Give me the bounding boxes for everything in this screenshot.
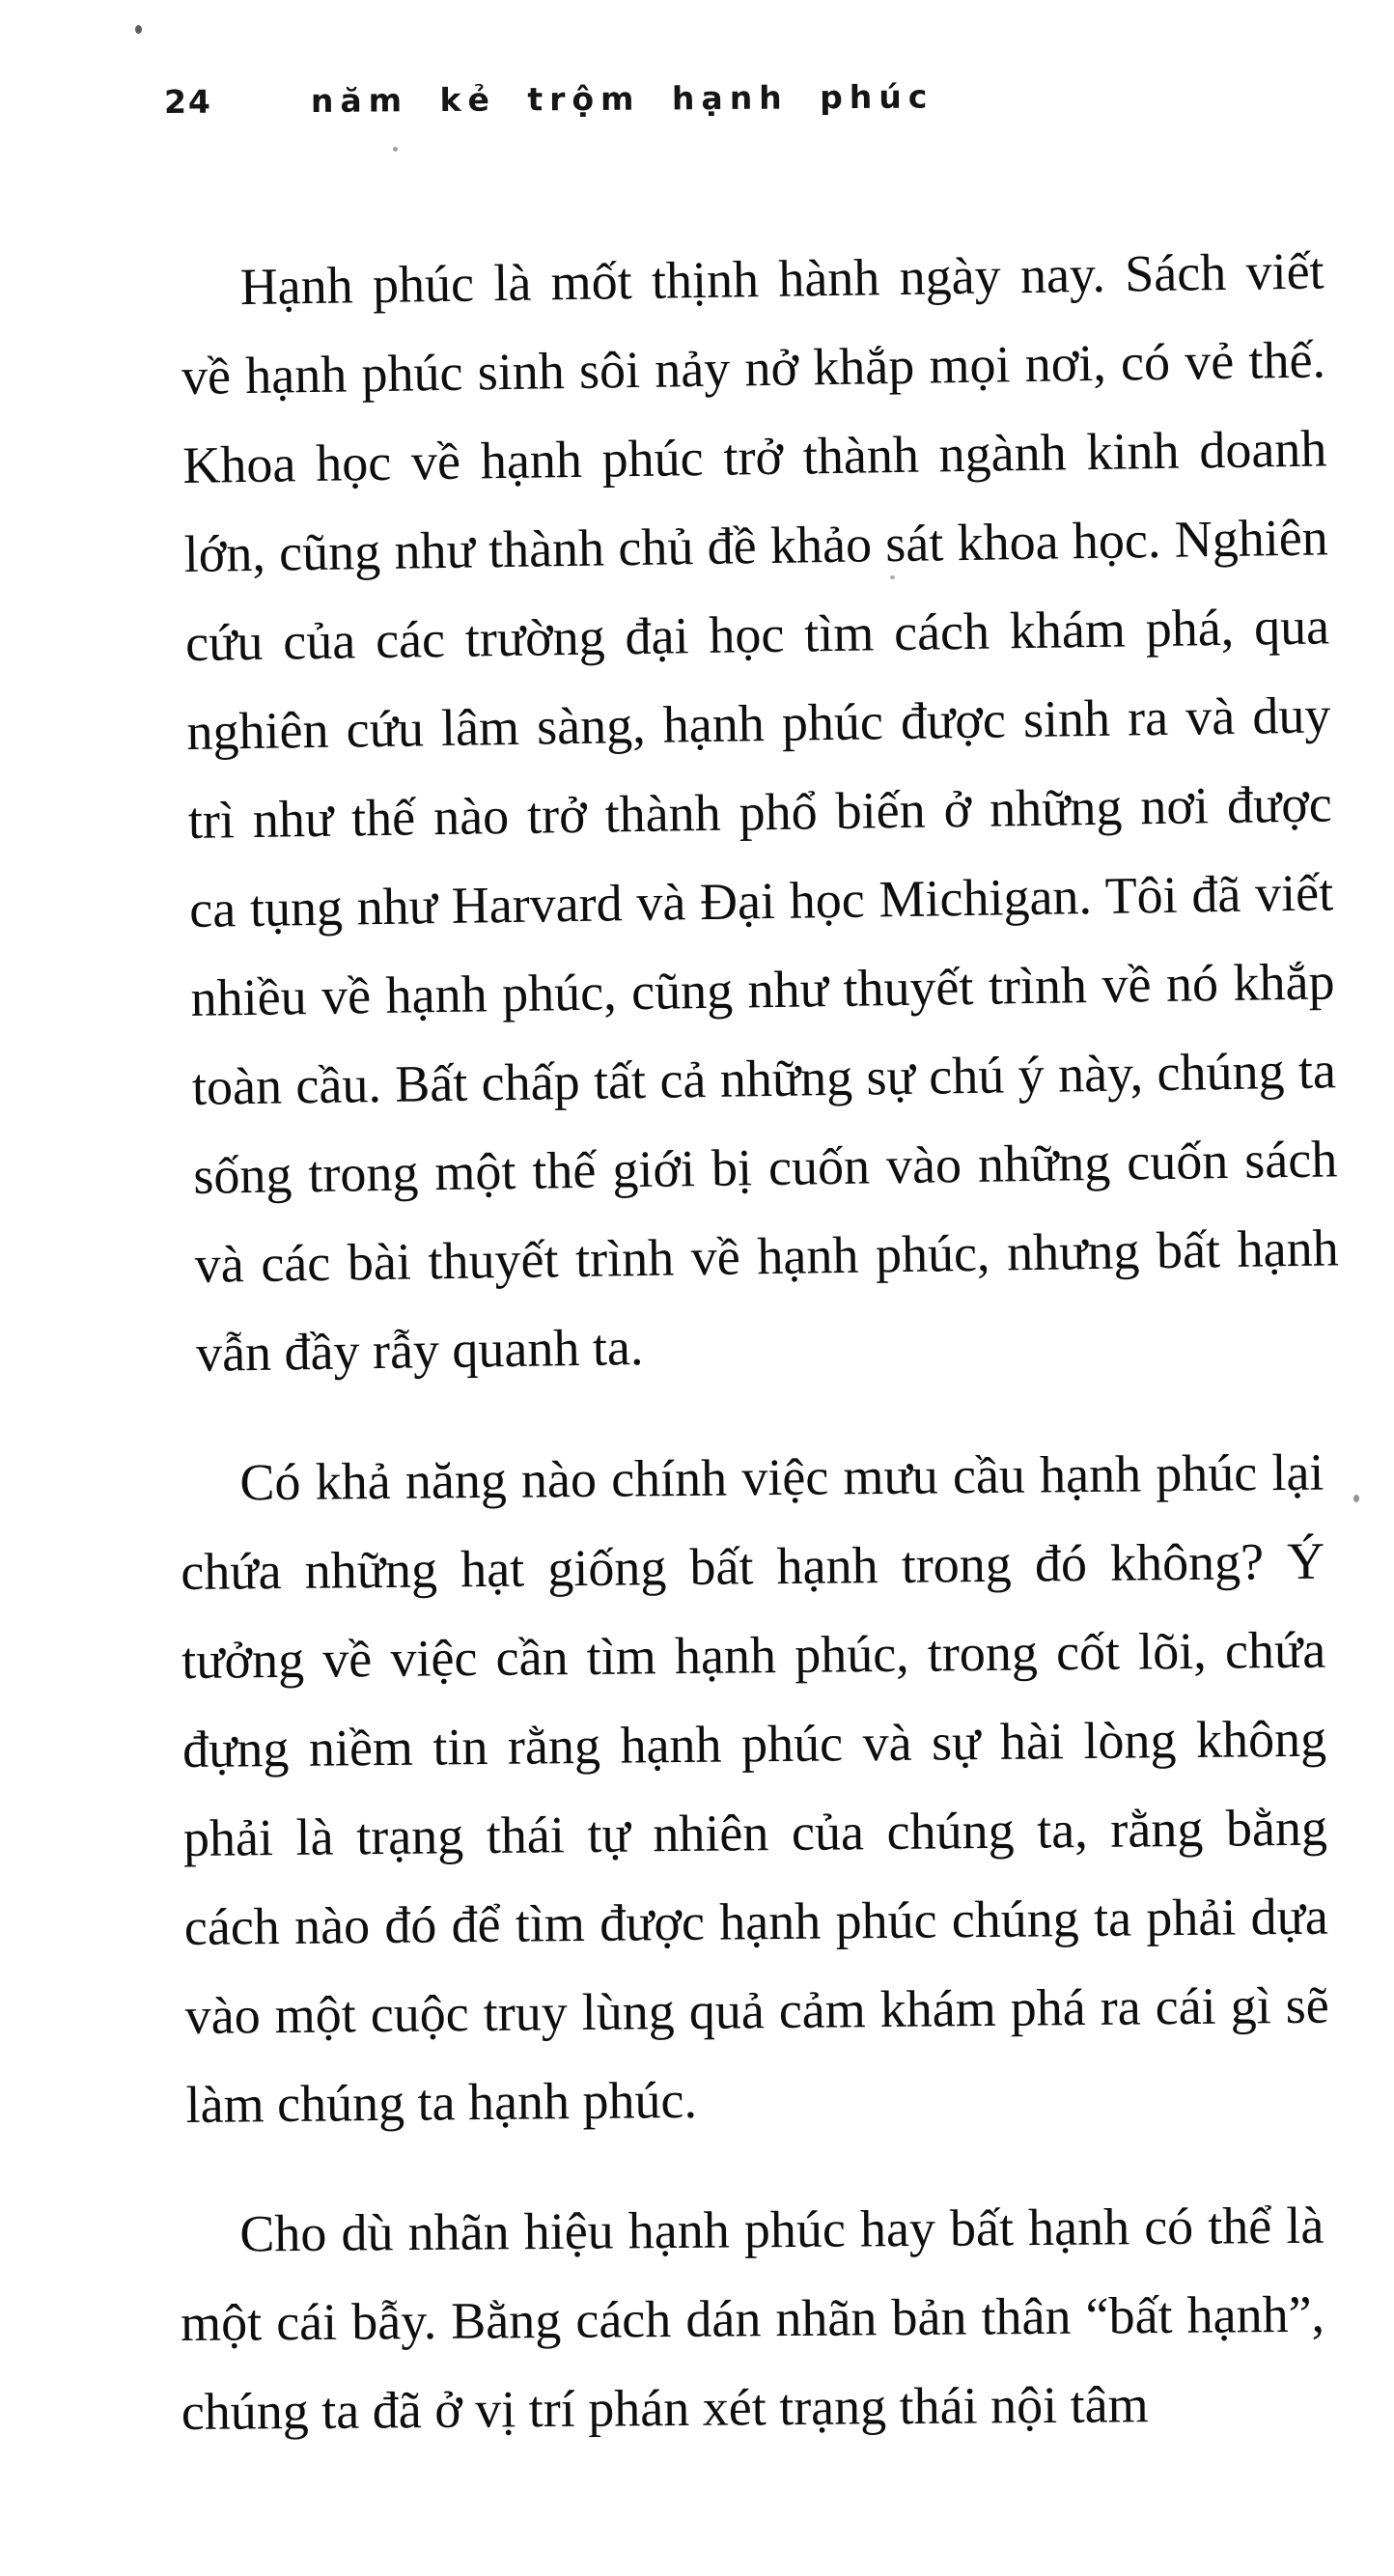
running-title: năm kẻ trộm hạnh phúc bbox=[310, 77, 934, 120]
page-body bbox=[180, 241, 1340, 2456]
page-header bbox=[164, 77, 934, 121]
paragraph-1: Hạnh phúc là mốt thịnh hành ngày nay. Sách viết về hạnh phúc sinh sôi nảy nở khắp mọi nơi, có vẻ thế. Khoa học về hạnh phúc trở thành ngành kinh doanh lớn, cũng như thành chủ đề khảo sát khoa học. Nghiên cứu của các trường đại học tìm cách khám phá, qua nghiên cứu lâm sàng, hạnh phúc được sinh ra và duy trì như thế nào trở thành phổ biến ở những nơi được ca tụng như Harvard và Đại học Michigan. Tôi đã viết nhiều về hạnh phúc, cũng như thuyết trình về nó khắp toàn cầu. Bất chấp tất cả những sự chú ý này, chúng ta sống trong một thế giới bị cuốn vào những cuốn sách và các bài thuyết trình về hạnh phúc, nhưng bất hạnh vẫn đầy rẫy quanh ta. bbox=[181, 241, 1340, 1383]
paragraph-2: Có khả năng nào chính việc mưu cầu hạnh phúc lại chứa những hạt giống bất hạnh trong đó không? Ý tưởng về việc cần tìm hạnh phúc, trong cốt lõi, chứa đựng niềm tin rằng hạnh phúc và sự hài lòng không phải là trạng thái tự nhiên của chúng ta, rằng bằng cách nào đó để tìm được hạnh phúc chúng ta phải dựa vào một cuộc truy lùng quả cảm khám phá ra cái gì sẽ làm chúng ta hạnh phúc. bbox=[181, 1442, 1329, 2134]
page-number: 24 bbox=[163, 82, 213, 121]
scan-speck bbox=[393, 147, 398, 152]
scan-speck bbox=[135, 25, 142, 34]
paragraph-3: Cho dù nhãn hiệu hạnh phúc hay bất hạnh có thể là một cái bẫy. Bằng cách dán nhãn bản thân “bất hạnh”, chúng ta đã ở vị trí phán xét trạng thái nội tâm bbox=[180, 2196, 1325, 2441]
scan-speck bbox=[1353, 1495, 1359, 1502]
